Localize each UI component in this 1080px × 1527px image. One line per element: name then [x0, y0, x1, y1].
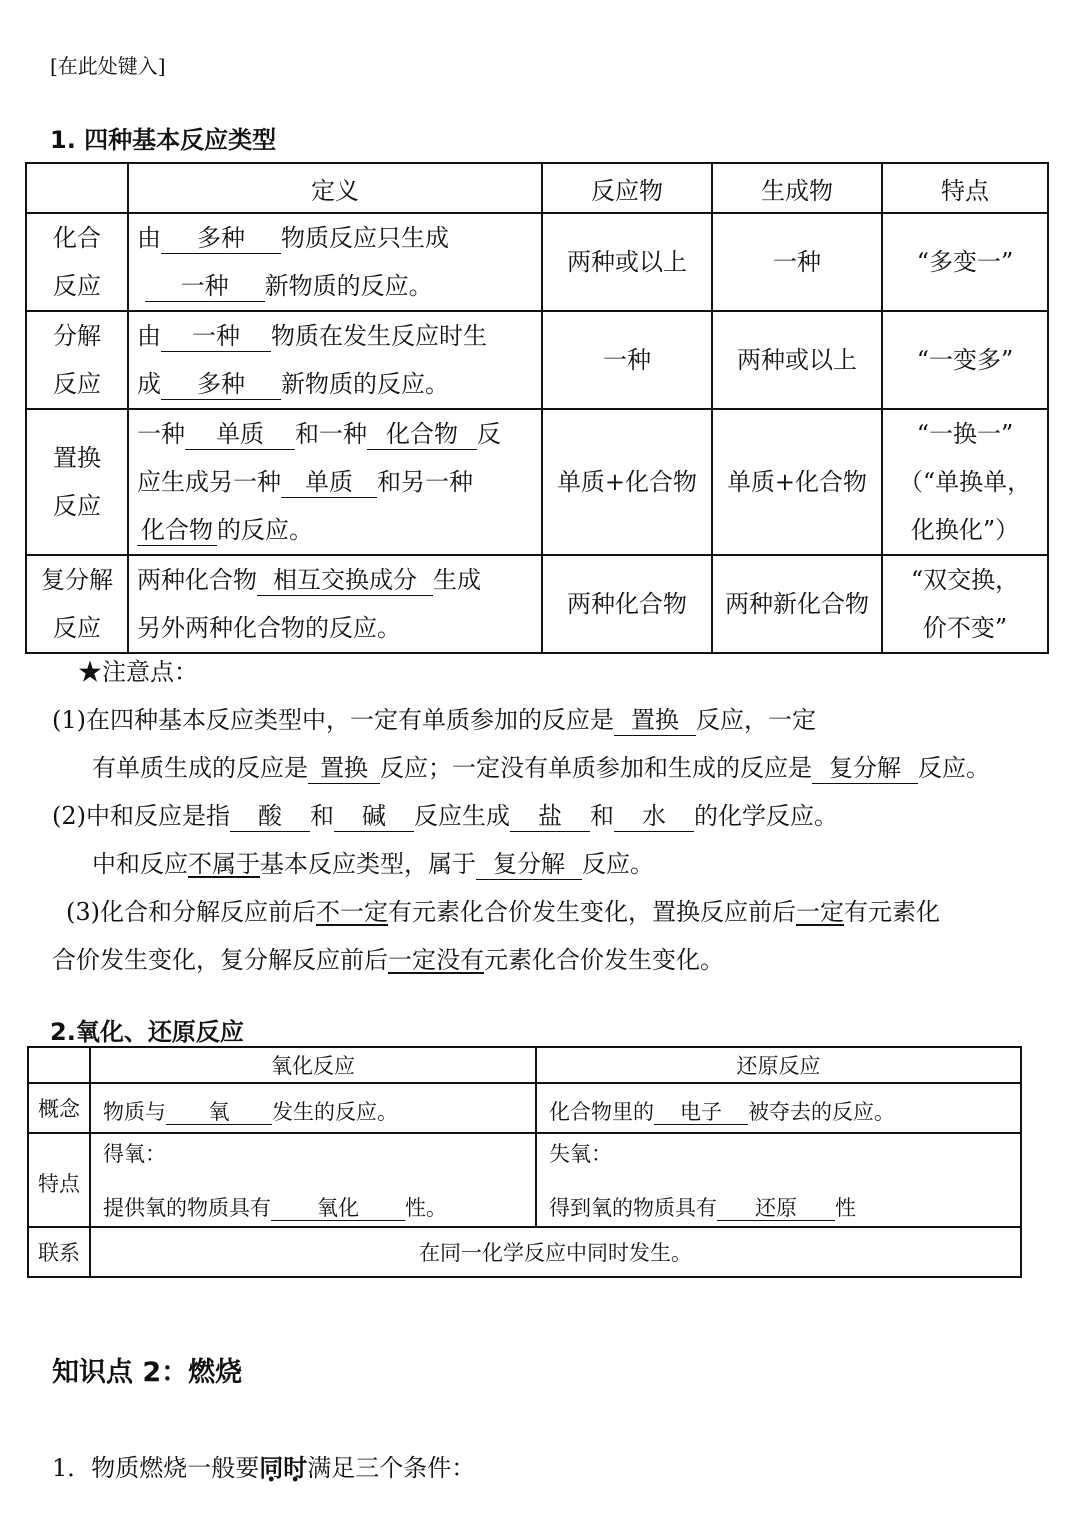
section-1-title: 1. 四种基本反应类型	[50, 126, 277, 154]
redox-table	[27, 1046, 1022, 1278]
definition-cell: 由 一种 物质在发生反应时生 成 多种 新物质的反应。	[128, 311, 542, 409]
feature-cell: “一换一” （“单换单， 化换化”）	[882, 409, 1048, 555]
definition-cell: 由 多种 物质反应只生成 一种 新物质的反应。	[128, 213, 542, 311]
product-cell: 单质+化合物	[712, 409, 882, 555]
table-row	[28, 1133, 1021, 1227]
feature-cell: “多变一”	[882, 213, 1048, 311]
reactant-cell: 单质+化合物	[542, 409, 712, 555]
col-header: 生成物	[712, 163, 882, 213]
product-cell: 一种	[712, 213, 882, 311]
corner-cell	[28, 1047, 90, 1083]
feature-cell: “双交换， 价不变”	[882, 555, 1048, 653]
product-cell: 两种或以上	[712, 311, 882, 409]
type-cell: 置换 反应	[26, 409, 128, 555]
type-cell: 化合 反应	[26, 213, 128, 311]
col-header	[26, 163, 128, 213]
link-cell: 在同一化学反应中同时发生。	[90, 1227, 1021, 1277]
type-cell: 复分解 反应	[26, 555, 128, 653]
reactant-cell: 两种或以上	[542, 213, 712, 311]
red-feature-cell: 失氧： 得到氧的物质具有 还原 性	[536, 1133, 1021, 1227]
note-star: ★注意点：	[78, 658, 198, 686]
note-1: (1)在四种基本反应类型中，一定有单质参加的反应是 置换 反应，一定 有单质生成的反应是 置换 反应；一定没有单质参加和生成的反应是 复分解 反应。	[52, 706, 990, 782]
table-row	[26, 409, 1048, 555]
col-header: 氧化反应	[90, 1047, 536, 1083]
section-2-title: 2.氧化、还原反应	[50, 1018, 244, 1046]
table-header-row	[26, 163, 1048, 213]
page-header: [在此处键入]	[50, 54, 166, 78]
row-label: 特点	[28, 1133, 90, 1227]
ox-concept-cell: 物质与 氧 发生的反应。	[90, 1083, 536, 1133]
note-2: (2)中和反应是指 酸 和 碱 反应生成 盐 和 水 的化学反应。 中和反应不属于基本反应类型，属于 复分解 反应。	[52, 802, 838, 878]
reactant-cell: 两种化合物	[542, 555, 712, 653]
ox-feature-cell: 得氧： 提供氧的物质具有 氧化 性。	[90, 1133, 536, 1227]
type-cell: 分解 反应	[26, 311, 128, 409]
definition-cell: 两种化合物 相互交换成分 生成 另外两种化合物的反应。	[128, 555, 542, 653]
burning-item-1: 1．物质燃烧一般要同时满足三个条件：	[52, 1453, 476, 1482]
table-row	[26, 213, 1048, 311]
table-row	[26, 311, 1048, 409]
table-row	[28, 1083, 1021, 1133]
row-label: 概念	[28, 1083, 90, 1133]
col-header: 还原反应	[536, 1047, 1021, 1083]
section-3-title: 知识点 2：燃烧	[52, 1357, 243, 1388]
table-header-row	[28, 1047, 1021, 1083]
feature-cell: “一变多”	[882, 311, 1048, 409]
row-label: 联系	[28, 1227, 90, 1277]
table-row	[28, 1227, 1021, 1277]
product-cell: 两种新化合物	[712, 555, 882, 653]
col-header: 定义	[128, 163, 542, 213]
col-header: 特点	[882, 163, 1048, 213]
definition-cell: 一种 单质 和一种 化合物 反 应生成另一种 单质 和另一种 化合物 的反应。	[128, 409, 542, 555]
table-row	[26, 555, 1048, 653]
col-header: 反应物	[542, 163, 712, 213]
note-3: (3)化合和分解反应前后不一定有元素化合价发生变化，置换反应前后一定有元素化 合价发生变化，复分解反应前后一定没有元素化合价发生变化。	[52, 898, 940, 974]
reactant-cell: 一种	[542, 311, 712, 409]
reaction-types-table	[25, 162, 1049, 654]
red-concept-cell: 化合物里的 电子 被夺去的反应。	[536, 1083, 1021, 1133]
